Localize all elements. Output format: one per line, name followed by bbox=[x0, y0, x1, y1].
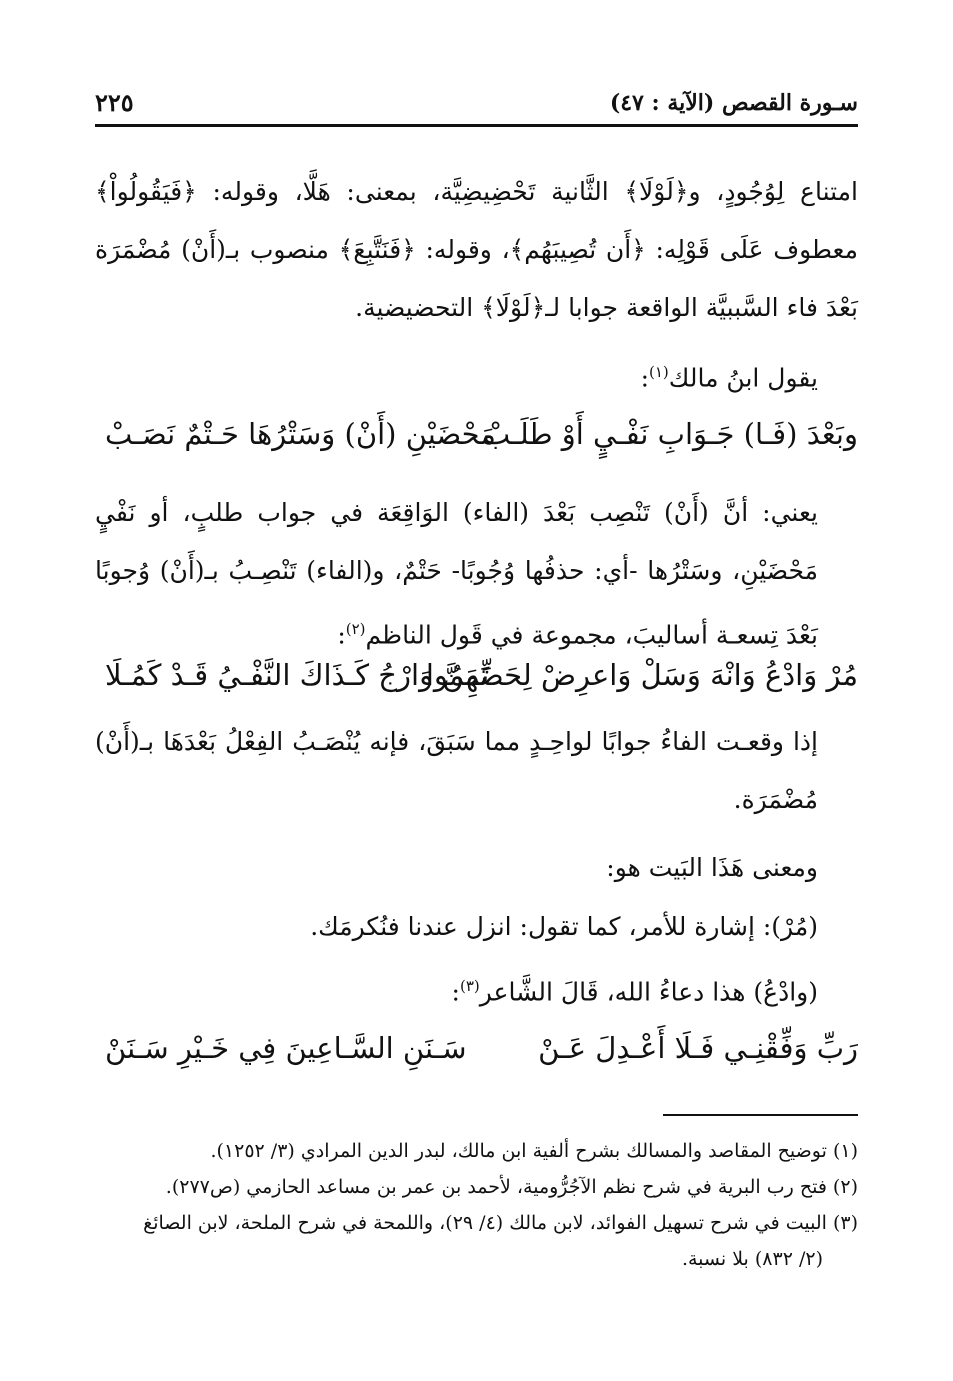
header-rule bbox=[95, 124, 858, 127]
page-header bbox=[95, 88, 858, 124]
page-number: ٢٢٥ bbox=[95, 88, 134, 117]
verse-3-first-hemistich: رَبِّ وَفِّقْنِـي فَـلَا أَعْـدِلَ عَـنْ bbox=[538, 1031, 858, 1065]
explanation-line-1: ومعنى هَذَا البَيت هو: bbox=[606, 853, 818, 882]
footnote-3: (٣) البيت في شرح تسهيل الفوائد، لابن مالك (٤/ ٢٩)، واللمحة في شرح الملحة، لابن الصائغ bbox=[143, 1212, 858, 1234]
explanation-line-2: (مُرْ): إشارة للأمر، كما تقول: انزل عندنا فنُكرمَك. bbox=[310, 912, 818, 941]
footnote-1: (١) توضيح المقاصد والمسالك بشرح ألفية ابن مالك، لبدر الدين المرادي (٣/ ١٢٥٢). bbox=[210, 1140, 858, 1162]
verse-2 bbox=[95, 652, 858, 712]
verse-2-first-hemistich: مُرْ وَادْعُ وَانْهَ وَسَلْ وَاعرِضْ لِحَضِّهِمُوا bbox=[425, 658, 858, 692]
paragraph-3: إذا وقعـت الفاءُ جوابًا لواحِـدٍ مما سَبَقَ، فإنه يُنْصَـبُ الفِعْلُ بَعْدَهَا بـ(أَنْ) مُضْمَرَة. bbox=[95, 727, 818, 814]
footnote-3-continuation: (٢/ ٨٣٢) بلا نسبة. bbox=[681, 1248, 823, 1270]
explanation-line-3-colon: : bbox=[451, 977, 460, 1007]
footnote-ref-2: (٢) bbox=[345, 620, 366, 638]
footnote-2: (٢) فتح رب البرية في شرح نظم الآجُرُّومية، لأحمد بن عمر بن مساعد الحازمي (ص٢٧٧). bbox=[165, 1176, 858, 1198]
explanation-line-3 bbox=[95, 966, 818, 1012]
verse-2-second-hemistich: تَمَنَّ وَارْجُ كَـذَاكَ النَّفْـيُ قَـدْ كَمُـلَا bbox=[105, 658, 490, 692]
paragraph-2-colon: : bbox=[337, 620, 346, 650]
intro-text: يقول ابنُ مالك bbox=[668, 363, 818, 393]
verse-3 bbox=[95, 1025, 858, 1085]
footnote-ref-1: (١) bbox=[649, 363, 669, 381]
paragraph-1: امتناع لِوُجُودٍ، و﴿لَوْلَا﴾ الثَّانية تَحْضِيضِيَّة، بمعنى: هَلَّا، وقوله: ﴿فَيَقُولُواْ﴾ معطوف عَلَى قَوْلِه: ﴿أَن تُصِيبَهُم﴾، وقوله: ﴿فَنَتَّبِعَ﴾ منصوب بـ(أَنْ) مُضْمَرَة بَعْدَ فاء السَّببيَّة الواقعة جوابا لـ﴿لَوْلَا﴾ التحضيضية. bbox=[95, 177, 858, 322]
verse-1-first-hemistich: وبَعْدَ (فَـا) جَـوَابِ نَفْـيٍ أَوْ طَلَـبْ bbox=[482, 417, 858, 451]
footnote-separator bbox=[663, 1114, 858, 1116]
paragraph-2 bbox=[95, 484, 858, 664]
verse-3-second-hemistich: سَـنَنِ السَّـاعِينَ فِي خَـيْرِ سَـنَنْ bbox=[105, 1031, 467, 1065]
running-title: سـورة القصص (الآية : ٤٧) bbox=[609, 90, 858, 116]
verse-1 bbox=[95, 411, 858, 471]
paragraph-2-text: يعني: أنَّ (أَنْ) تَنْصِب بَعْدَ (الفاء) الوَاقِعَة في جواب طلبٍ، أو نَفْيٍ مَحْضَيْنِ، وسَتْرُها -أي: حذفُها وُجُوبًا- حَتْمٌ، و(الفاء) تَنْصِـبُ بـ(أَنْ) وُجوبًا بَعْدَ تِسعـة أساليبَ، مجموعة في قَول الناظم bbox=[95, 498, 818, 650]
verse-1-second-hemistich: مَحْضَيْنِ (أَنْ) وَسَتْرُهَا حَـتْمٌ نَصَـبْ bbox=[105, 417, 496, 451]
footnote-ref-3: (٣) bbox=[459, 977, 480, 995]
intro-colon: : bbox=[640, 363, 649, 393]
explanation-line-3-text: (وادْعُ) هذا دعاءُ الله، قَالَ الشَّاعر bbox=[479, 977, 818, 1007]
intro-line-1 bbox=[95, 352, 818, 398]
